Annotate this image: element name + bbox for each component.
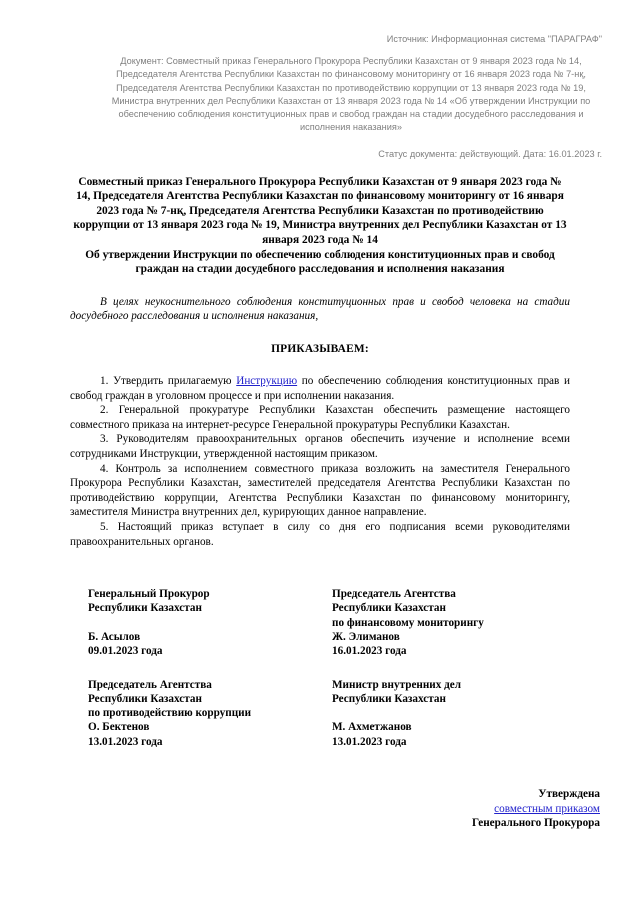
signature-title-line-2: Республики Казахстан xyxy=(332,692,446,705)
signature-spacer xyxy=(88,616,332,630)
signature-name: Б. Асылов xyxy=(88,630,141,643)
joint-order-link[interactable]: совместным приказом xyxy=(494,802,600,815)
clause-4: 4. Контроль за исполнением совместного приказа возложить на заместителя Генерального Прокурора Республики Казахстан, заместителей председателя Агентства Республики Казахстан по противодействию коррупции, Агентства Республики Казахстан по финансовому мониторингу, заместителя Министра внутренних дел, курирующих данное направление. xyxy=(70,462,570,519)
clause-1-text-before: 1. Утвердить прилагаемую xyxy=(100,374,237,387)
document-reference-line: Документ: Совместный приказ Генерального Прокурора Республики Казахстан от 9 января 2023 года № 14, Председателя Агентства Республики Казахстан по финансовому мониторингу от 16 января 2023 года № 7-нқ, Председателя Агентства Республики Казахстан по противодействию коррупции от 13 января 2023 года № 19, Министра внутренних дел Республики Казахстан от 13 января 2023 года № 14 «Об утверждении Инструкции по обеспечению соблюдения конституционных прав и свобод граждан на стадии досудебного расследования и исполнения наказания» xyxy=(111,56,591,133)
signature-spacer xyxy=(332,706,570,720)
signature-date: 13.01.2023 года xyxy=(332,735,407,748)
signature-title-line-1: Председатель Агентства xyxy=(88,678,212,691)
signature-block-anticorruption-chairman xyxy=(88,678,332,749)
signature-title-line-1: Генеральный Прокурор xyxy=(88,588,210,601)
clause-2: 2. Генеральной прокуратуре Республики Казахстан обеспечить размещение настоящего совместного приказа на интернет-ресурсе Генеральной прокуратуры Республики Казахстан. xyxy=(70,404,570,431)
clause-5: 5. Настоящий приказ вступает в силу со дня его подписания всеми руководителями правоохранительных органов. xyxy=(70,520,570,548)
document-body xyxy=(0,295,640,549)
signature-block-finmon-chairman xyxy=(332,587,570,658)
signature-row-1 xyxy=(88,587,570,658)
clause-1 xyxy=(70,374,570,403)
signature-row-2 xyxy=(88,678,570,749)
signature-date: 13.01.2023 года xyxy=(88,735,163,748)
signature-date: 09.01.2023 года xyxy=(88,645,163,658)
approved-line-3: Генерального Прокурора xyxy=(471,817,600,830)
clause-1-text-after: по обеспечению соблюдения конституционных прав и свобод граждан в уголовном процессе и при исполнении наказания. xyxy=(70,374,570,402)
page-subtitle: Об утверждении Инструкции по обеспечению соблюдения конституционных прав и свобод граждан на стадии досудебного расследования и исполнения наказания xyxy=(85,248,555,276)
order-keyword: ПРИКАЗЫВАЕМ: xyxy=(271,342,369,355)
approved-line-1: Утверждена xyxy=(538,788,600,801)
signature-name: М. Ахметжанов xyxy=(332,721,412,734)
signature-block-interior-minister xyxy=(332,678,570,749)
signature-name: Ж. Элиманов xyxy=(332,630,400,643)
page-title: Совместный приказ Генерального Прокурора Республики Казахстан от 9 января 2023 года № 14, Председателя Агентства Республики Казахстан по финансовому мониторингу от 16 января 2023 года № 7-нқ, Председателя Агентства Республики Казахстан по противодействию коррупции от 13 января 2023 года № 19, Министра внутренних дел Республики Казахстан от 13 января 2023 года № 14 xyxy=(73,175,567,246)
signature-block-prosecutor-general xyxy=(88,587,332,658)
approved-link-wrapper xyxy=(0,802,600,817)
instruction-link[interactable]: Инструкцию xyxy=(236,374,298,387)
document-status-line: Статус документа: действующий. Дата: 16.01.2023 г. xyxy=(378,149,602,160)
signature-title-line-3: по финансовому мониторингу xyxy=(332,616,484,629)
approved-block xyxy=(0,787,640,831)
signature-title-line-1: Председатель Агентства xyxy=(332,588,456,601)
signature-area xyxy=(0,587,640,749)
signature-title-line-3: по противодействию коррупции xyxy=(88,707,252,720)
clause-3: 3. Руководителям правоохранительных органов обеспечить изучение и исполнение всеми сотрудниками Инструкции, утвержденной настоящим приказом. xyxy=(70,433,570,460)
signature-date: 16.01.2023 года xyxy=(332,645,407,658)
signature-title-line-2: Республики Казахстан xyxy=(332,602,446,615)
signature-name: О. Бектенов xyxy=(88,721,150,734)
signature-title-line-2: Республики Казахстан xyxy=(88,602,202,615)
intro-paragraph: В целях неукоснительного соблюдения конституционных прав и свобод человека на стадии досудебного расследования и исполнения наказания, xyxy=(70,295,570,323)
signature-title-line-2: Республики Казахстан xyxy=(88,692,202,705)
source-line: Источник: Информационная система "ПАРАГРАФ" xyxy=(386,34,602,44)
signature-title-line-1: Министр внутренних дел xyxy=(332,678,462,691)
